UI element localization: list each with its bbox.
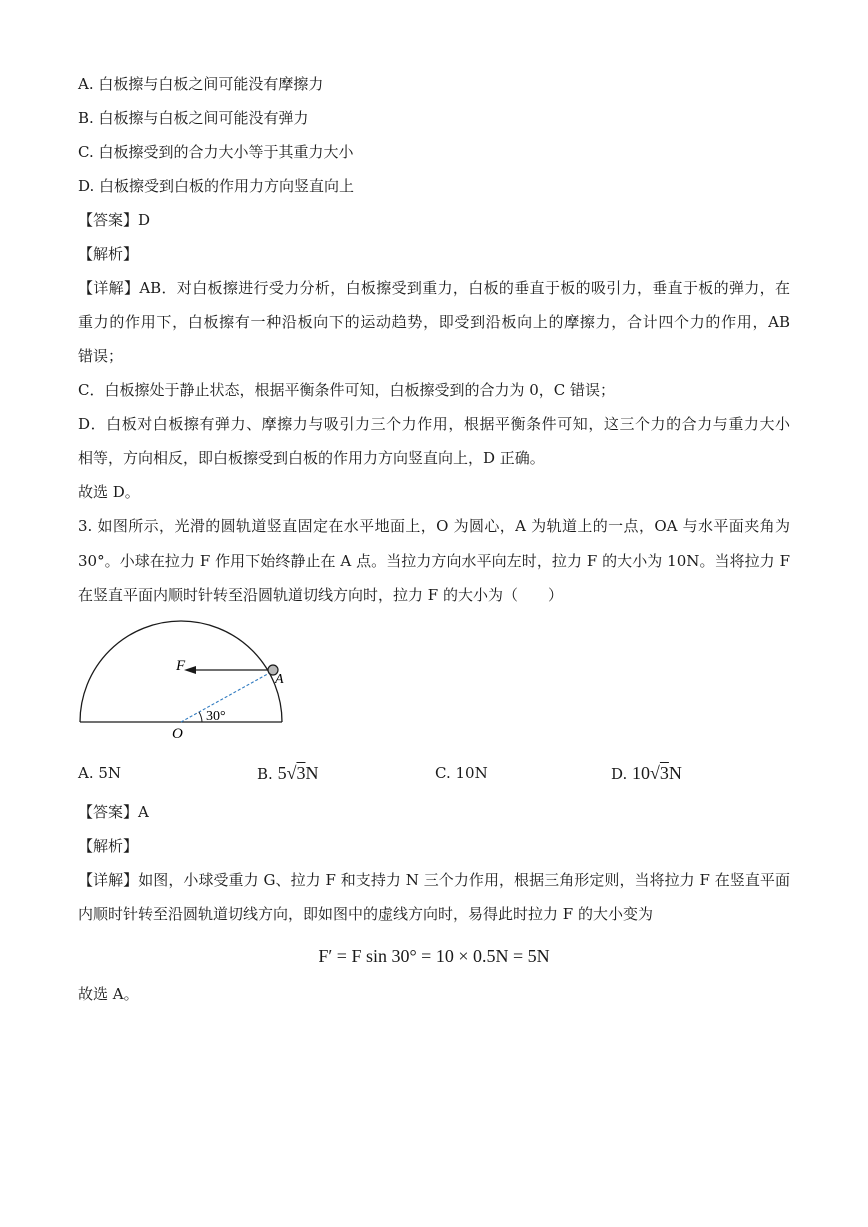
q3-formula: F′ = F sin 30° = 10 × 0.5N = 5N bbox=[318, 946, 550, 966]
circular-track-figure bbox=[72, 612, 302, 742]
radius-oa-dashed bbox=[181, 671, 273, 722]
q2-analysis-label: 【解析】 bbox=[78, 245, 139, 263]
q3-conclusion: 故选 A。 bbox=[78, 985, 139, 1003]
label-o: O bbox=[172, 726, 183, 742]
label-angle: 30° bbox=[206, 709, 226, 724]
q2-detail-line: 【详解】AB．对白板擦进行受力分析，白板擦受到重力，白板的垂直于板的吸引力，垂直于板的弹力，在 bbox=[78, 279, 790, 297]
q2-option-d: D. 白板擦受到白板的作用力方向竖直向上 bbox=[78, 177, 355, 195]
q2-option-c: C. 白板擦受到的合力大小等于其重力大小 bbox=[78, 143, 354, 161]
q3-stem-line: 30°。小球在拉力 F 作用下始终静止在 A 点。当拉力方向水平向左时，拉力 F 的大小为 10N。当将拉力 F bbox=[78, 552, 790, 570]
angle-arc bbox=[199, 712, 202, 722]
label-f: F bbox=[176, 658, 186, 674]
q2-detail-line: D．白板对白板擦有弹力、摩擦力与吸引力三个力作用，根据平衡条件可知，这三个力的合力与重力大小 bbox=[78, 415, 790, 433]
q3-option-b bbox=[257, 762, 318, 785]
label-a: A bbox=[275, 672, 284, 687]
q3-stem-line: 在竖直平面内顺时针转至沿圆轨道切线方向时，拉力 F 的大小为（ ） bbox=[78, 586, 563, 604]
q2-conclusion: 故选 D。 bbox=[78, 483, 140, 501]
q3-stem-line: 3. 如图所示，光滑的圆轨道竖直固定在水平地面上，O 为圆心，A 为轨道上的一点，OA 与水平面夹角为 bbox=[78, 517, 790, 535]
q3-option-b-prefix: B. bbox=[257, 765, 278, 783]
q3-option-a: A. 5N bbox=[78, 764, 122, 782]
q2-answer: 【答案】D bbox=[78, 211, 151, 229]
q3-option-b-value: 5√3N bbox=[277, 763, 319, 783]
q3-detail-line: 内顺时针转至沿圆轨道切线方向，即如图中的虚线方向时，易得此时拉力 F 的大小变为 bbox=[78, 905, 653, 923]
q2-detail-line: 错误； bbox=[78, 347, 124, 365]
q3-option-d bbox=[611, 762, 682, 785]
q2-detail-line: C．白板擦处于静止状态，根据平衡条件可知，白板擦受到的合力为 0，C 错误； bbox=[78, 381, 616, 399]
q3-option-d-value: 10√3N bbox=[632, 763, 682, 783]
force-arrowhead bbox=[184, 666, 196, 674]
q3-analysis-label: 【解析】 bbox=[78, 837, 139, 855]
q2-option-a: A. 白板擦与白板之间可能没有摩擦力 bbox=[78, 75, 324, 93]
q2-detail-line: 相等，方向相反，即白板擦受到白板的作用力方向竖直向上，D 正确。 bbox=[78, 449, 545, 467]
q3-option-d-prefix: D. bbox=[611, 765, 633, 783]
q3-detail-line: 【详解】如图，小球受重力 G、拉力 F 和支持力 N 三个力作用，根据三角形定则，当将拉力 F 在竖直平面 bbox=[78, 871, 790, 889]
q3-answer: 【答案】A bbox=[78, 803, 149, 821]
q3-option-c: C. 10N bbox=[435, 764, 488, 782]
q2-option-b: B. 白板擦与白板之间可能没有弹力 bbox=[78, 109, 309, 127]
q2-detail-line: 重力的作用下，白板擦有一种沿板向下的运动趋势，即受到沿板向上的摩擦力，合计四个力的作用，AB bbox=[78, 313, 790, 331]
